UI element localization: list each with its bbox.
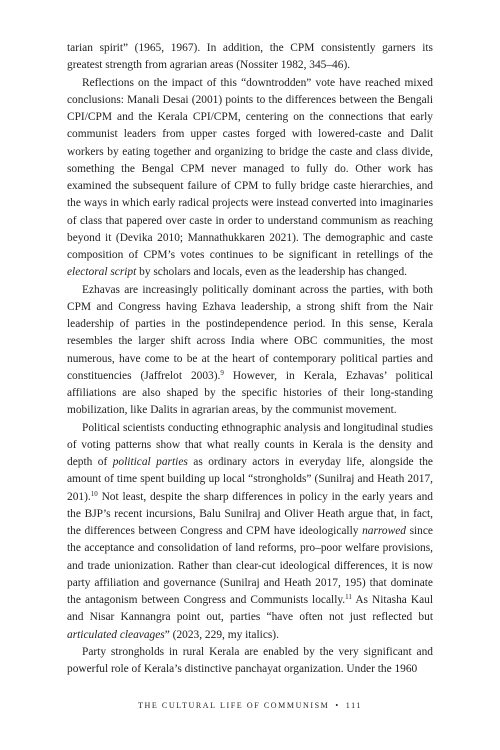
paragraph bbox=[67, 644, 433, 679]
paragraph-text: Party strongholds in rural Kerala are enabled by the very significant and powerful role of Kerala’s distinctive panchayat organization. Under the 1960 bbox=[67, 645, 433, 675]
paragraph-text: However, in Kerala, Ezhavas’ political affiliations are also shaped by the specific histories of their long-standing mobilization, like Dalits in agrarian areas, by the communist movement. bbox=[67, 369, 433, 417]
paragraph-text: As Nitasha Kaul and Nisar Kannangra point out, parties “have often not just reflected but bbox=[67, 594, 434, 624]
paragraph-continued bbox=[67, 40, 433, 75]
paragraph bbox=[67, 75, 433, 282]
paragraph bbox=[67, 282, 433, 420]
running-footer bbox=[0, 701, 500, 710]
paragraph-text: by scholars and locals, even as the leadership has changed. bbox=[136, 266, 408, 279]
paragraph-text: Political scientists conducting ethnographic analysis and longitudinal studies of voting patterns show that what really counts in Kerala is the density and depth of bbox=[67, 421, 433, 468]
paragraph-text: Ezhavas are increasingly politically dominant across the parties, with both CPM and Congress having Ezhava leadership, a strong shift from the Nair leadership of parties in the postindependence period. In this sense, Kerala resembles the larger shift across India where OBC communities, the most numerous, have come to be at the heart of contemporary political parties and constituencies (Jaffrelot 2003). bbox=[67, 283, 433, 382]
paragraph-text: ” (2023, 229, my italics). bbox=[164, 628, 279, 641]
body-text bbox=[67, 40, 433, 678]
paragraph-text: since the acceptance and consolidation of land reforms, pro–poor welfare provisions, and trade unionization. Rather than clear-cut ideological differences, it is now party affiliation and governance (Sunilraj and Heath 2017, 195) that dominate the antagonism between Congress and Communists locally. bbox=[67, 525, 433, 606]
separator-bullet: • bbox=[335, 701, 340, 710]
paragraph-text: as ordinary actors in everyday life, alongside the amount of time spent building up local “strongholds” (Sunilraj and Heath 2017, 201). bbox=[67, 456, 433, 503]
italic-term: narrowed bbox=[362, 525, 406, 537]
footnote-marker[interactable]: 11 bbox=[345, 593, 352, 601]
italic-term: articulated cleavages bbox=[67, 628, 165, 641]
footnote-marker[interactable]: 9 bbox=[220, 368, 224, 377]
italic-term: electoral script bbox=[67, 266, 137, 279]
paragraph bbox=[67, 420, 433, 644]
running-head: THE CULTURAL LIFE OF COMMUNISM bbox=[137, 701, 330, 710]
paragraph-text: Reflections on the impact of this “downtrodden” vote have reached mixed conclusions: Manali Desai (2001) points to the differences between the Bengali CPI/CPM and the Kerala CPI/CPM, centering on the connections that early communist leaders from upper castes forged with lowered-caste and Dalit workers by eating together and organizing to bridge the caste and class divide, something the Bengal CPM never managed to fully do. Other work has examined the subsequent failure of CPM to fully bridge caste hierarchies, and the ways in which early radical projects were instead converted into imaginaries of class that papered over caste in order to understand communism as reaching beyond it (Devika 2010; Mannathukkaren 2021). The demographic and caste composition of CPM’s votes continues to be significant in retellings of the bbox=[67, 76, 433, 261]
italic-term: political parties bbox=[112, 456, 188, 468]
paragraph-text: Not least, despite the sharp differences in policy in the early years and the BJP’s recent incursions, Balu Sunilraj and Oliver Heath argue that, in fact, the differences between Congress and CPM have ideologically bbox=[67, 490, 433, 537]
paragraph-text: tarian spirit” (1965, 1967). In addition, the CPM consistently garners its greatest strength from agrarian areas (Nossiter 1982, 345–46). bbox=[67, 42, 433, 72]
footnote-marker[interactable]: 10 bbox=[90, 489, 98, 498]
page-number: 111 bbox=[345, 701, 363, 710]
